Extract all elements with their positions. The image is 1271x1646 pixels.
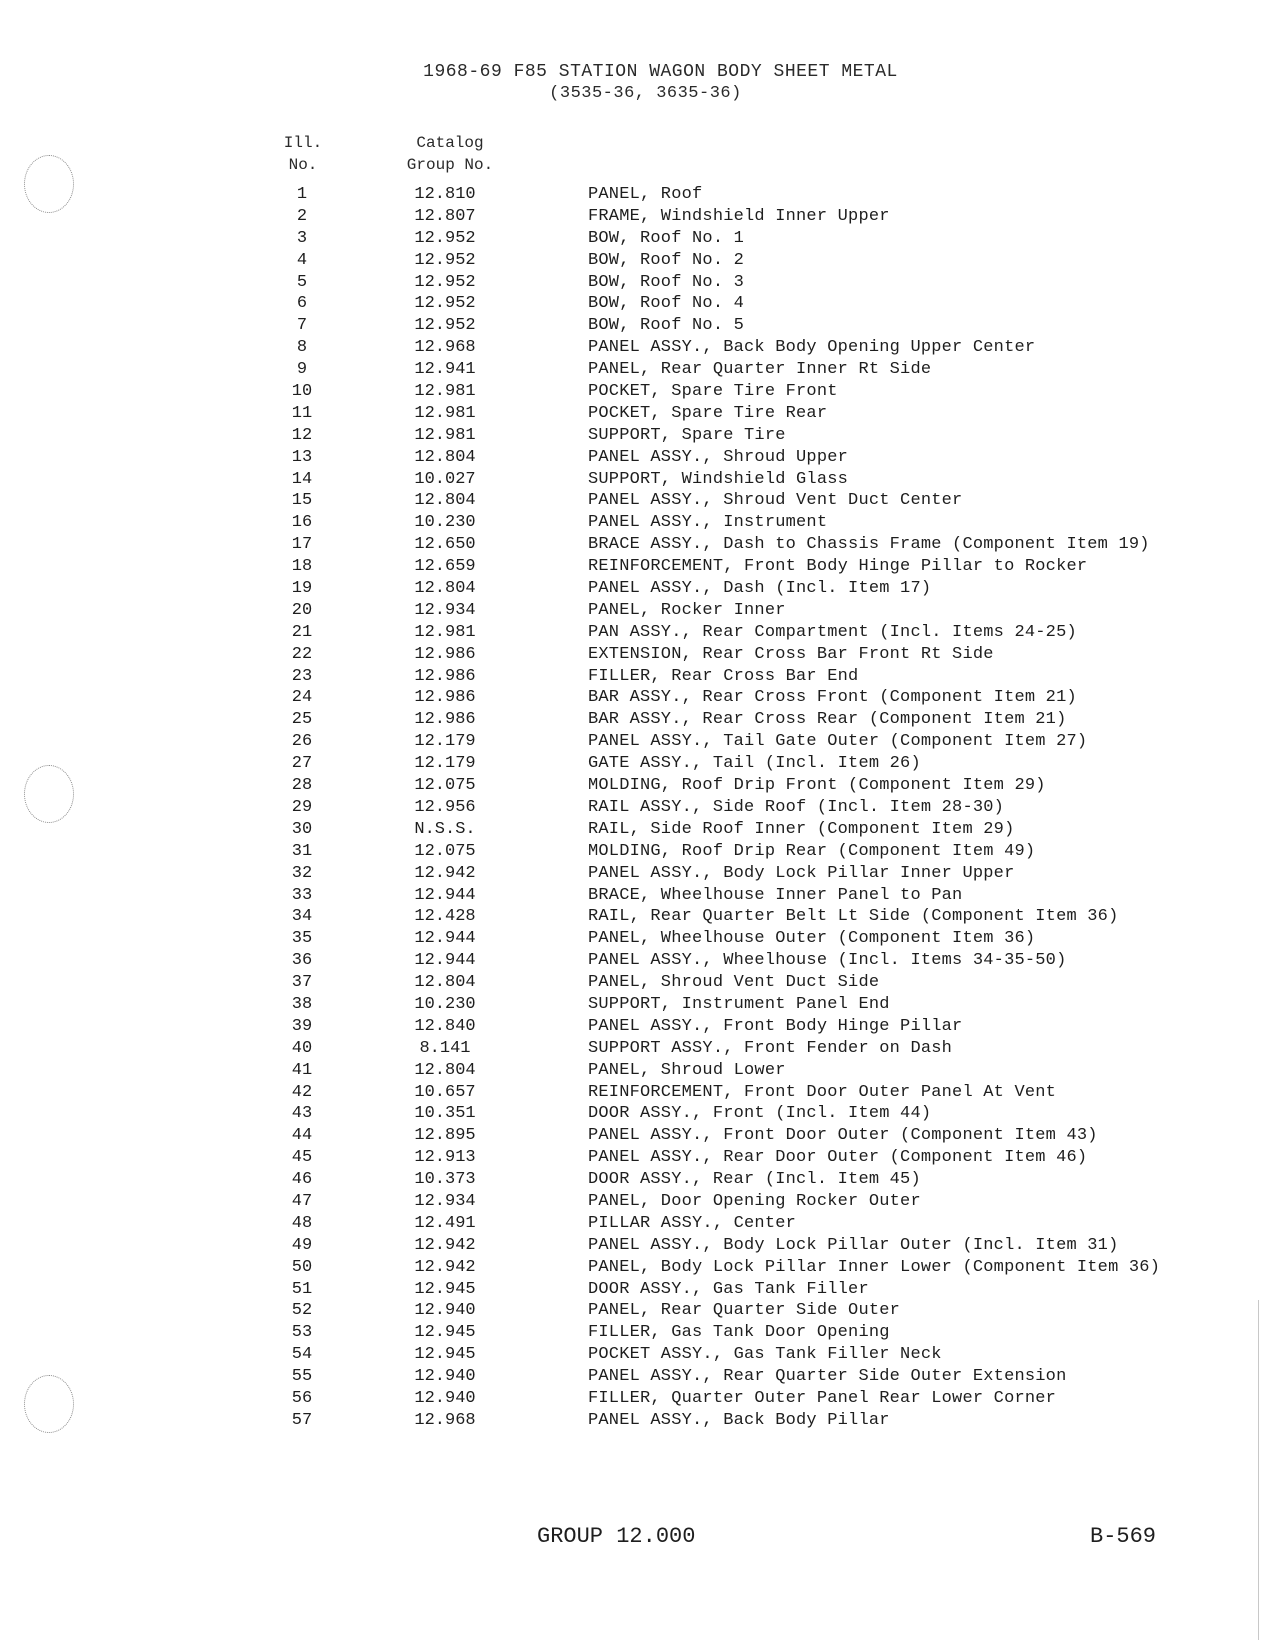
catalog-group-cell: 12.956	[414, 797, 476, 817]
table-row	[0, 1060, 1271, 1082]
catalog-group-cell: 12.942	[414, 863, 476, 883]
table-row	[0, 469, 1271, 491]
table-row	[0, 512, 1271, 534]
catalog-group-cell: 12.428	[414, 907, 476, 927]
description-cell: POCKET, Spare Tire Front	[588, 382, 838, 402]
description-cell: PANEL, Roof	[588, 185, 703, 204]
table-row	[0, 1103, 1271, 1125]
ill-no-cell: 28	[291, 776, 313, 796]
description-cell: PANEL ASSY., Dash (Incl. Item 17)	[588, 579, 932, 599]
catalog-group-cell: 12.940	[414, 1388, 476, 1408]
table-row	[0, 1169, 1271, 1191]
catalog-group-cell: 12.952	[414, 316, 476, 336]
description-cell: FRAME, Windshield Inner Upper	[588, 206, 890, 226]
catalog-group-cell: 12.945	[414, 1279, 476, 1299]
catalog-group-cell: 10.373	[414, 1170, 476, 1190]
catalog-group-cell: 12.895	[414, 1126, 476, 1146]
description-cell: BAR ASSY., Rear Cross Front (Component Item 21)	[588, 688, 1077, 708]
description-cell: PANEL ASSY., Instrument	[588, 513, 828, 533]
description-cell: POCKET, Spare Tire Rear	[588, 403, 828, 423]
table-row	[0, 1257, 1271, 1279]
description-cell: REINFORCEMENT, Front Body Hinge Pillar to Rocker	[588, 557, 1088, 577]
table-row	[0, 425, 1271, 447]
ill-no-cell: 20	[291, 600, 313, 620]
ill-no-cell: 10	[291, 382, 313, 402]
ill-no-cell: 54	[291, 1345, 313, 1365]
table-row	[0, 250, 1271, 272]
table-row	[0, 819, 1271, 841]
ill-no-cell: 1	[296, 185, 308, 204]
catalog-group-cell: 12.804	[414, 1060, 476, 1080]
table-row	[0, 1038, 1271, 1060]
table-row	[0, 709, 1271, 731]
ill-no-cell: 19	[291, 579, 313, 599]
table-row	[0, 753, 1271, 775]
catalog-group-cell: 12.952	[414, 272, 476, 292]
catalog-group-cell: 12.981	[414, 403, 476, 423]
catalog-group-cell: 12.968	[414, 338, 476, 358]
ill-no-cell: 34	[291, 907, 313, 927]
description-cell: PANEL, Body Lock Pillar Inner Lower (Component Item 36)	[588, 1257, 1161, 1277]
description-cell: FILLER, Quarter Outer Panel Rear Lower Corner	[588, 1388, 1057, 1408]
page-title: 1968-69 F85 STATION WAGON BODY SHEET METAL	[423, 62, 898, 82]
description-cell: DOOR ASSY., Rear (Incl. Item 45)	[588, 1170, 921, 1190]
table-row	[0, 622, 1271, 644]
ill-no-cell: 16	[291, 513, 313, 533]
ill-no-cell: 57	[291, 1410, 313, 1430]
ill-no-cell: 51	[291, 1279, 313, 1299]
catalog-group-cell: 12.179	[414, 754, 476, 774]
description-cell: RAIL, Rear Quarter Belt Lt Side (Component Item 36)	[588, 907, 1119, 927]
column-header-catalog-line2: Group No.	[406, 156, 494, 174]
ill-no-cell: 30	[291, 819, 313, 839]
description-cell: PANEL, Wheelhouse Outer (Component Item 36)	[588, 929, 1036, 949]
ill-no-cell: 52	[291, 1301, 313, 1321]
ill-no-cell: 42	[291, 1082, 313, 1102]
description-cell: BOW, Roof No. 3	[588, 272, 745, 292]
description-cell: REINFORCEMENT, Front Door Outer Panel At Vent	[588, 1082, 1057, 1102]
table-row	[0, 272, 1271, 294]
description-cell: PANEL ASSY., Front Body Hinge Pillar	[588, 1016, 963, 1036]
description-cell: PANEL ASSY., Front Door Outer (Component Item 43)	[588, 1126, 1098, 1146]
description-cell: DOOR ASSY., Front (Incl. Item 44)	[588, 1104, 932, 1124]
ill-no-cell: 12	[291, 425, 313, 445]
description-cell: PANEL ASSY., Body Lock Pillar Outer (Incl. Item 31)	[588, 1235, 1119, 1255]
parts-list	[0, 184, 1271, 1432]
table-row	[0, 1147, 1271, 1169]
ill-no-cell: 4	[296, 250, 308, 270]
table-row	[0, 775, 1271, 797]
description-cell: RAIL, Side Roof Inner (Component Item 29)	[588, 819, 1015, 839]
table-row	[0, 1235, 1271, 1257]
catalog-group-cell: 10.657	[414, 1082, 476, 1102]
catalog-group-cell: 12.491	[414, 1213, 476, 1233]
ill-no-cell: 11	[291, 403, 313, 423]
ill-no-cell: 27	[291, 754, 313, 774]
table-row	[0, 578, 1271, 600]
catalog-group-cell: 12.659	[414, 557, 476, 577]
catalog-group-cell: 12.986	[414, 710, 476, 730]
ill-no-cell: 23	[291, 666, 313, 686]
catalog-group-cell: 12.075	[414, 841, 476, 861]
ill-no-cell: 41	[291, 1060, 313, 1080]
ill-no-cell: 21	[291, 622, 313, 642]
description-cell: FILLER, Rear Cross Bar End	[588, 666, 859, 686]
table-row	[0, 600, 1271, 622]
description-cell: SUPPORT, Windshield Glass	[588, 469, 849, 489]
table-row	[0, 994, 1271, 1016]
catalog-group-cell: 12.944	[414, 951, 476, 971]
table-row	[0, 1213, 1271, 1235]
table-row	[0, 206, 1271, 228]
ill-no-cell: 25	[291, 710, 313, 730]
catalog-group-cell: 12.986	[414, 666, 476, 686]
description-cell: PANEL ASSY., Wheelhouse (Incl. Items 34-35-50)	[588, 951, 1067, 971]
table-row	[0, 403, 1271, 425]
ill-no-cell: 49	[291, 1235, 313, 1255]
table-row	[0, 885, 1271, 907]
ill-no-cell: 46	[291, 1170, 313, 1190]
table-row	[0, 1388, 1271, 1410]
column-header-catalog-line1: Catalog	[416, 134, 484, 152]
ill-no-cell: 35	[291, 929, 313, 949]
catalog-group-cell: 10.230	[414, 994, 476, 1014]
description-cell: PANEL ASSY., Shroud Upper	[588, 447, 849, 467]
catalog-group-cell: 12.952	[414, 228, 476, 248]
catalog-group-cell: 12.944	[414, 885, 476, 905]
description-cell: GATE ASSY., Tail (Incl. Item 26)	[588, 754, 921, 774]
description-cell: EXTENSION, Rear Cross Bar Front Rt Side	[588, 644, 994, 664]
ill-no-cell: 3	[296, 228, 308, 248]
catalog-group-cell: 12.804	[414, 579, 476, 599]
description-cell: POCKET ASSY., Gas Tank Filler Neck	[588, 1345, 942, 1365]
description-cell: PANEL, Rocker Inner	[588, 600, 786, 620]
ill-no-cell: 39	[291, 1016, 313, 1036]
catalog-group-cell: 12.804	[414, 973, 476, 993]
ill-no-cell: 22	[291, 644, 313, 664]
ill-no-cell: 56	[291, 1388, 313, 1408]
ill-no-cell: 33	[291, 885, 313, 905]
ill-no-cell: 2	[296, 206, 308, 226]
catalog-group-cell: 12.981	[414, 382, 476, 402]
description-cell: PANEL ASSY., Rear Door Outer (Component Item 46)	[588, 1148, 1088, 1168]
ill-no-cell: 47	[291, 1191, 313, 1211]
ill-no-cell: 15	[291, 491, 313, 511]
description-cell: PANEL ASSY., Body Lock Pillar Inner Upper	[588, 863, 1015, 883]
table-row	[0, 1410, 1271, 1432]
description-cell: BAR ASSY., Rear Cross Rear (Component Item 21)	[588, 710, 1067, 730]
description-cell: PANEL, Shroud Lower	[588, 1060, 786, 1080]
description-cell: PANEL ASSY., Back Body Pillar	[588, 1410, 890, 1430]
catalog-group-cell: 12.981	[414, 622, 476, 642]
catalog-group-cell: 12.075	[414, 776, 476, 796]
description-cell: SUPPORT, Instrument Panel End	[588, 994, 890, 1014]
footer-page-number: B-569	[1090, 1524, 1157, 1549]
catalog-group-cell: 12.804	[414, 447, 476, 467]
description-cell: PANEL ASSY., Rear Quarter Side Outer Extension	[588, 1367, 1067, 1387]
catalog-group-cell: N.S.S.	[414, 819, 476, 839]
catalog-group-cell: 12.944	[414, 929, 476, 949]
table-row	[0, 1125, 1271, 1147]
catalog-group-cell: 12.942	[414, 1257, 476, 1277]
catalog-group-cell: 12.942	[414, 1235, 476, 1255]
catalog-group-cell: 12.945	[414, 1345, 476, 1365]
table-row	[0, 534, 1271, 556]
ill-no-cell: 13	[291, 447, 313, 467]
catalog-group-cell: 10.027	[414, 469, 476, 489]
ill-no-cell: 14	[291, 469, 313, 489]
catalog-group-cell: 12.945	[414, 1323, 476, 1343]
catalog-group-cell: 12.650	[414, 535, 476, 555]
description-cell: PILLAR ASSY., Center	[588, 1213, 797, 1233]
ill-no-cell: 24	[291, 688, 313, 708]
ill-no-cell: 50	[291, 1257, 313, 1277]
catalog-group-cell: 12.179	[414, 732, 476, 752]
description-cell: BOW, Roof No. 2	[588, 250, 745, 270]
ill-no-cell: 53	[291, 1323, 313, 1343]
catalog-group-cell: 10.230	[414, 513, 476, 533]
description-cell: BRACE ASSY., Dash to Chassis Frame (Component Item 19)	[588, 535, 1150, 555]
catalog-group-cell: 12.968	[414, 1410, 476, 1430]
table-row	[0, 184, 1271, 206]
description-cell: RAIL ASSY., Side Roof (Incl. Item 28-30)	[588, 797, 1005, 817]
table-row	[0, 687, 1271, 709]
catalog-group-cell: 12.934	[414, 600, 476, 620]
catalog-group-cell: 12.940	[414, 1301, 476, 1321]
table-row	[0, 228, 1271, 250]
catalog-group-cell: 8.141	[419, 1038, 471, 1058]
ill-no-cell: 32	[291, 863, 313, 883]
page-subtitle: (3535-36, 3635-36)	[549, 84, 742, 103]
table-row	[0, 906, 1271, 928]
table-row	[0, 490, 1271, 512]
table-row	[0, 447, 1271, 469]
table-row	[0, 1082, 1271, 1104]
catalog-group-cell: 12.940	[414, 1367, 476, 1387]
ill-no-cell: 26	[291, 732, 313, 752]
column-header-ill-no	[278, 132, 328, 176]
column-header-ill-no-line1: Ill.	[283, 134, 323, 152]
ill-no-cell: 38	[291, 994, 313, 1014]
column-header-catalog	[395, 132, 505, 176]
ill-no-cell: 18	[291, 557, 313, 577]
table-row	[0, 1279, 1271, 1301]
table-row	[0, 1322, 1271, 1344]
catalog-group-cell: 12.913	[414, 1148, 476, 1168]
table-row	[0, 863, 1271, 885]
catalog-group-cell: 12.981	[414, 425, 476, 445]
table-row	[0, 644, 1271, 666]
description-cell: MOLDING, Roof Drip Front (Component Item 29)	[588, 776, 1046, 796]
ill-no-cell: 45	[291, 1148, 313, 1168]
table-row	[0, 731, 1271, 753]
description-cell: BRACE, Wheelhouse Inner Panel to Pan	[588, 885, 963, 905]
ill-no-cell: 31	[291, 841, 313, 861]
catalog-group-cell: 12.840	[414, 1016, 476, 1036]
catalog-group-cell: 12.941	[414, 360, 476, 380]
table-row	[0, 1300, 1271, 1322]
description-cell: SUPPORT, Spare Tire	[588, 425, 786, 445]
table-row	[0, 381, 1271, 403]
catalog-group-cell: 12.952	[414, 250, 476, 270]
ill-no-cell: 9	[296, 360, 308, 380]
ill-no-cell: 17	[291, 535, 313, 555]
table-row	[0, 950, 1271, 972]
description-cell: MOLDING, Roof Drip Rear (Component Item 49)	[588, 841, 1036, 861]
table-row	[0, 928, 1271, 950]
ill-no-cell: 8	[296, 338, 308, 358]
description-cell: SUPPORT ASSY., Front Fender on Dash	[588, 1038, 953, 1058]
table-row	[0, 337, 1271, 359]
description-cell: PANEL, Rear Quarter Side Outer	[588, 1301, 901, 1321]
column-header-ill-no-line2: No.	[288, 156, 318, 174]
table-row	[0, 1366, 1271, 1388]
ill-no-cell: 6	[296, 294, 308, 314]
description-cell: PANEL ASSY., Back Body Opening Upper Center	[588, 338, 1036, 358]
catalog-group-cell: 12.804	[414, 491, 476, 511]
description-cell: PANEL ASSY., Shroud Vent Duct Center	[588, 491, 963, 511]
description-cell: BOW, Roof No. 1	[588, 228, 745, 248]
footer-group-label: GROUP 12.000	[537, 1524, 696, 1549]
ill-no-cell: 55	[291, 1367, 313, 1387]
ill-no-cell: 44	[291, 1126, 313, 1146]
table-row	[0, 1191, 1271, 1213]
catalog-group-cell: 12.952	[414, 294, 476, 314]
description-cell: PANEL ASSY., Tail Gate Outer (Component Item 27)	[588, 732, 1088, 752]
ill-no-cell: 7	[296, 316, 308, 336]
table-row	[0, 972, 1271, 994]
table-row	[0, 666, 1271, 688]
description-cell: PANEL, Rear Quarter Inner Rt Side	[588, 360, 932, 380]
table-row	[0, 797, 1271, 819]
ill-no-cell: 40	[291, 1038, 313, 1058]
ill-no-cell: 5	[296, 272, 308, 292]
table-row	[0, 315, 1271, 337]
description-cell: BOW, Roof No. 5	[588, 316, 745, 336]
catalog-group-cell: 10.351	[414, 1104, 476, 1124]
catalog-group-cell: 12.934	[414, 1191, 476, 1211]
ill-no-cell: 36	[291, 951, 313, 971]
table-row	[0, 556, 1271, 578]
table-row	[0, 1016, 1271, 1038]
table-row	[0, 293, 1271, 315]
ill-no-cell: 37	[291, 973, 313, 993]
catalog-group-cell: 12.986	[414, 688, 476, 708]
ill-no-cell: 48	[291, 1213, 313, 1233]
table-row	[0, 1344, 1271, 1366]
table-row	[0, 359, 1271, 381]
description-cell: PANEL, Door Opening Rocker Outer	[588, 1191, 921, 1211]
description-cell: DOOR ASSY., Gas Tank Filler	[588, 1279, 869, 1299]
ill-no-cell: 43	[291, 1104, 313, 1124]
description-cell: PANEL, Shroud Vent Duct Side	[588, 973, 880, 993]
description-cell: BOW, Roof No. 4	[588, 294, 745, 314]
table-row	[0, 841, 1271, 863]
description-cell: PAN ASSY., Rear Compartment (Incl. Items 24-25)	[588, 622, 1077, 642]
description-cell: FILLER, Gas Tank Door Opening	[588, 1323, 890, 1343]
catalog-group-cell: 12.986	[414, 644, 476, 664]
catalog-group-cell: 12.807	[414, 206, 476, 226]
catalog-group-cell: 12.810	[414, 185, 476, 204]
ill-no-cell: 29	[291, 797, 313, 817]
